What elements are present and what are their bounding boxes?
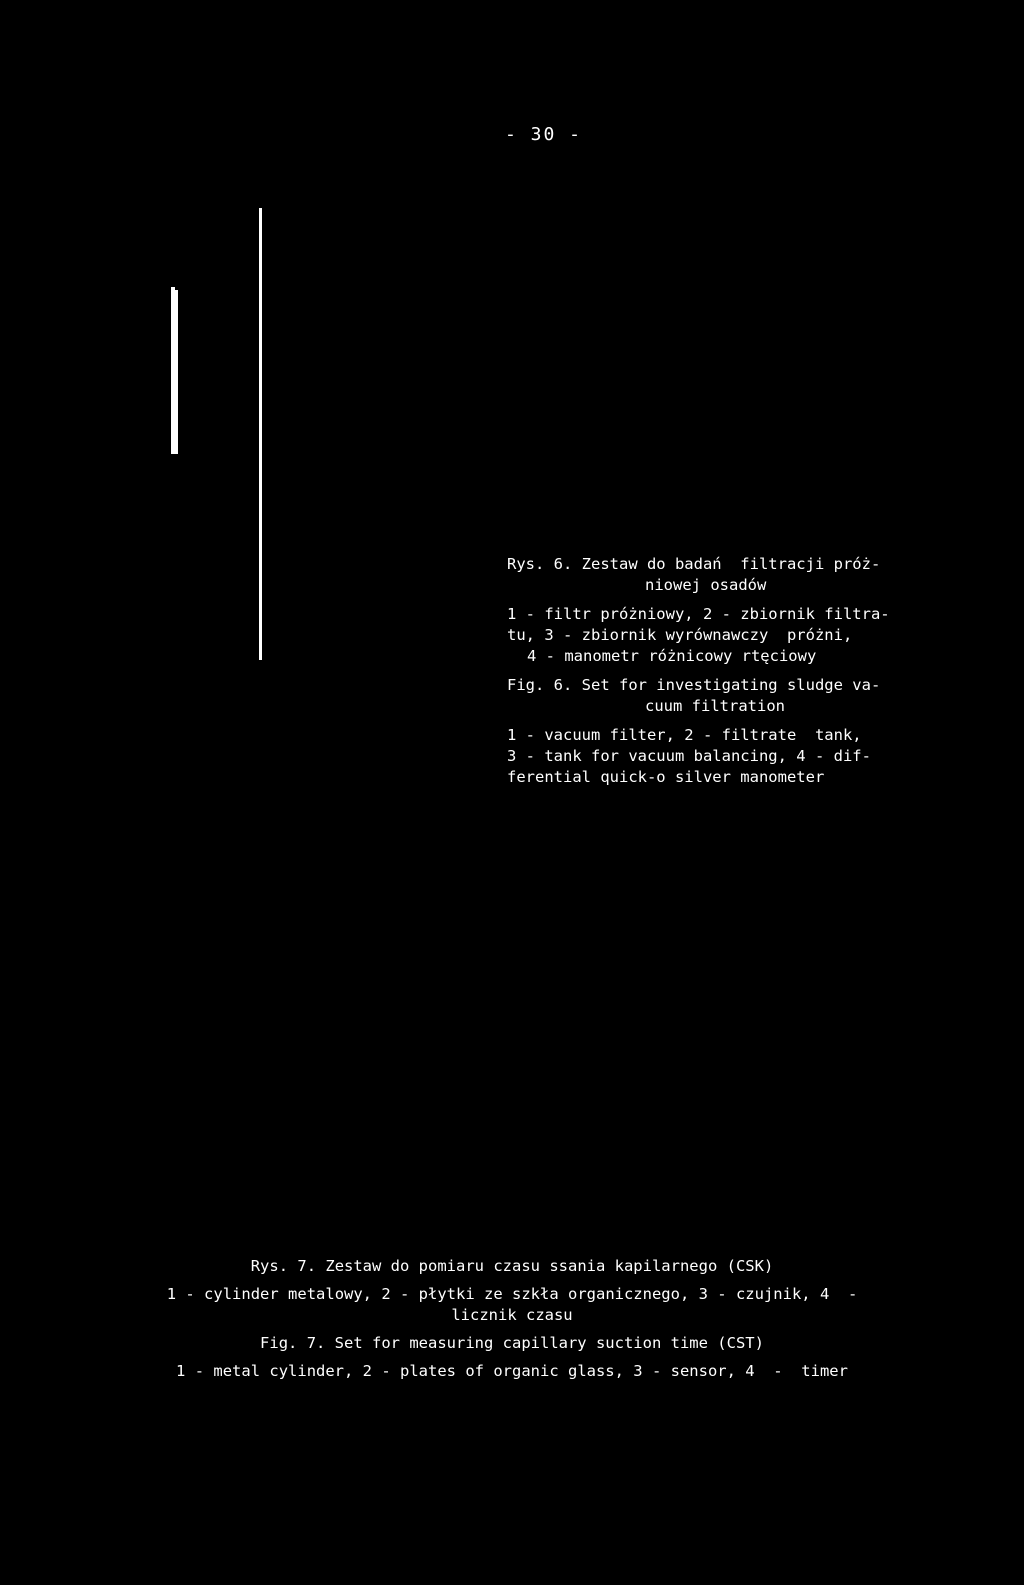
figure-6-pl-legend-line-3: 4 - manometr różnicowy rtęciowy — [527, 647, 817, 665]
figure-7-pl-legend-line-1: 1 - cylinder metalowy, 2 - płytki ze szkła organicznego, 3 - czujnik, 4 - — [166, 1285, 858, 1303]
figure-6-caption — [507, 554, 957, 788]
figure-7-pl-legend-line-2: licznik czasu — [451, 1306, 573, 1324]
figure-6-en-legend-line-1: 1 - vacuum filter, 2 - filtrate tank, — [507, 726, 862, 744]
figure-6-pl-legend-line-1: 1 - filtr próżniowy, 2 - zbiornik filtra- — [507, 605, 890, 623]
figure-edge-mark-right — [259, 208, 262, 660]
figure-7-en-legend: 1 - metal cylinder, 2 - plates of organic glass, 3 - sensor, 4 - timer — [176, 1362, 848, 1380]
figure-7-pl-title: Rys. 7. Zestaw do pomiaru czasu ssania kapilarnego (CSK) — [250, 1257, 774, 1275]
figure-6-en-legend-line-3: ferential quick-o silver manometer — [507, 768, 825, 786]
page-number: - 30 - — [505, 124, 583, 145]
figure-6-en-legend-line-2: 3 - tank for vacuum balancing, 4 - dif- — [507, 747, 871, 765]
figure-6-en-title-line-2: cuum filtration — [645, 697, 785, 715]
figure-6-pl-title-line-2: niowej osadów — [645, 576, 767, 594]
figure-edge-mark-left — [171, 290, 178, 454]
figure-7-caption — [0, 1256, 1024, 1382]
figure-6-en-title-line-1: Fig. 6. Set for investigating sludge va- — [507, 676, 881, 694]
figure-6-pl-title-line-1: Rys. 6. Zestaw do badań filtracji próż- — [507, 555, 881, 573]
figure-6-pl-legend-line-2: tu, 3 - zbiornik wyrównawczy próżni, — [507, 626, 853, 644]
figure-7-en-title: Fig. 7. Set for measuring capillary suction time (CST) — [260, 1334, 764, 1352]
